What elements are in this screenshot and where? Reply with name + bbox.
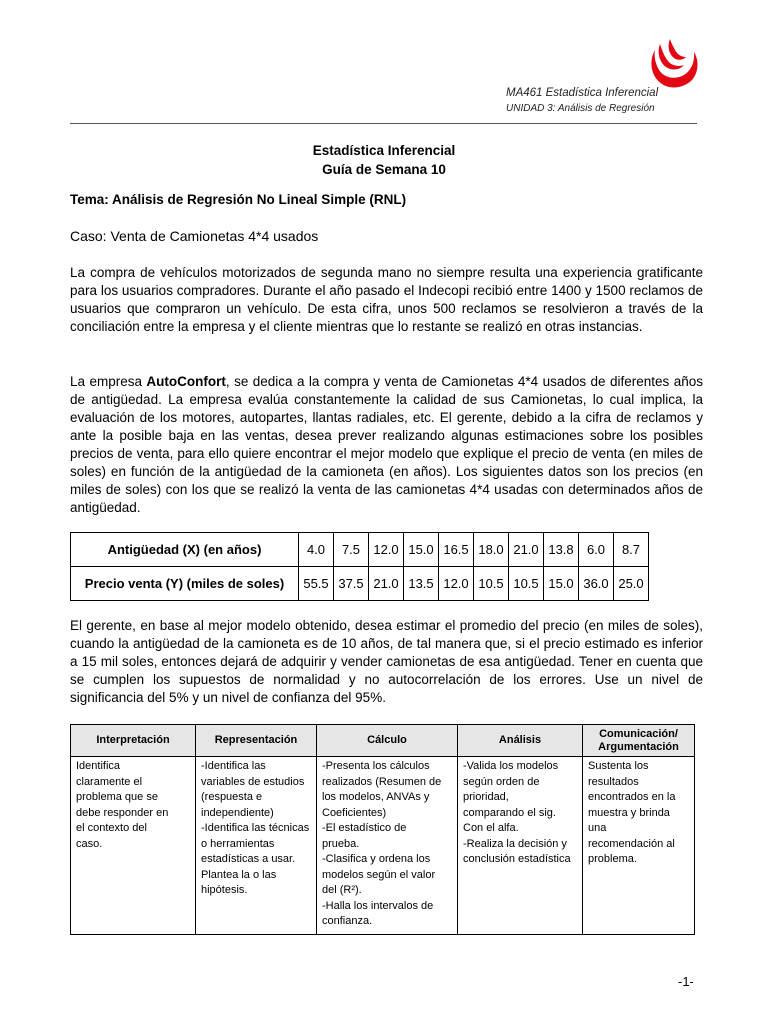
y-value: 10.5 [509, 567, 544, 601]
cell-line: (respuesta e [201, 791, 263, 803]
y-value: 21.0 [369, 567, 404, 601]
cell-line: Coeficientes) [322, 806, 387, 819]
unit-name: UNIDAD 3: Análisis de Regresión [506, 103, 655, 114]
rubric-cell-analisis [458, 757, 583, 935]
cell-line: Sustenta los [588, 760, 649, 772]
cell-line: -Realiza la decisión y [463, 837, 567, 850]
paragraph-question: El gerente, en base al mejor modelo obtenido, desea estimar el promedio del precio (en miles de soles), cuando la antigüedad de la camioneta es de 10 años, de tal manera que, si el precio estimado es inferior a 15 mil soles, entonces dejará de adquirir y vender camionetas de esa antigüedad. Tener en cuenta que se cumplen los supuestos de normalidad y no autocorrelación de los errores. Use un nivel de significancia del 5% y un nivel de confianza del 95%. [70, 618, 703, 705]
cell-line: recomendación al [588, 837, 675, 850]
cell-line: el contexto del [76, 822, 147, 834]
cell-line: -Identifica las técnicas [201, 822, 310, 834]
x-value: 12.0 [369, 533, 404, 567]
university-logo-icon [646, 38, 700, 90]
rubric-header: Representación [196, 725, 317, 757]
cell-line: realizados (Resumen de [322, 775, 442, 788]
y-value: 55.5 [299, 567, 334, 601]
table-row-x [71, 533, 649, 567]
y-label: Precio venta (Y) (miles de soles) [71, 567, 299, 601]
cell-line: resultados [588, 775, 639, 788]
x-value: 4.0 [299, 533, 334, 567]
cell-line: prioridad, [463, 791, 509, 803]
cell-line: problema. [588, 853, 637, 865]
cell-line: -Valida los modelos [463, 760, 559, 772]
x-value: 18.0 [474, 533, 509, 567]
cell-line: del (R²). [322, 884, 362, 896]
cell-line: hipótesis. [201, 884, 248, 896]
paragraph-intro: La compra de vehículos motorizados de segunda mano no siempre resulta una experiencia gratificante para los usuarios compradores. Durante el año pasado el Indecopi recibió entre 1400 y 1500 reclamos de usuarios que compraron un vehículo. De esta cifra, unos 500 reclamos se resolvieron a través de la conciliación entre la empresa y el cliente mientras que lo restante se realizó en otras instancias. [70, 265, 703, 334]
rubric-content-row [71, 757, 695, 935]
company-name: AutoConfort [146, 374, 226, 389]
cell-line: confianza. [322, 915, 373, 927]
title-line-1: Estadística Inferencial [312, 143, 456, 158]
cell-line: -El estadístico de [322, 822, 407, 834]
cell-line: debe responder en [76, 806, 169, 819]
cell-line: comparando el sig. [463, 806, 556, 819]
x-value: 16.5 [439, 533, 474, 567]
cell-line: según orden de [463, 775, 540, 788]
x-value: 21.0 [509, 533, 544, 567]
x-value: 7.5 [334, 533, 369, 567]
x-value: 8.7 [614, 533, 649, 567]
document-title [0, 141, 768, 179]
cell-line: modelos según el valor [322, 868, 436, 881]
topic-heading: Tema: Análisis de Regresión No Lineal Simple (RNL) [70, 192, 407, 207]
header-divider [70, 123, 697, 124]
cell-line: independiente) [201, 806, 274, 819]
paragraph-company-after: , se dedica a la compra y venta de Camionetas 4*4 usados de diferentes años de antigüedad. La empresa evalúa constantemente la calidad de sus Camionetas, lo cual implica, la evaluación de los motores, autopartes, llantas radiales, etc. El gerente, debido a la cifra de reclamos y ante la posible baja en las ventas, desea prever realizando algunas estimaciones sobre los posibles precios de venta, para ello quiere encontrar el mejor modelo que explique el precio de venta (en miles de soles) en función de la antigüedad de la camioneta (en años). Los siguientes datos son los precios (en miles de soles) con los que se realizó la venta de las camionetas 4*4 usadas con determinados años de antigüedad. [70, 374, 703, 515]
course-header [506, 86, 676, 116]
rubric-header-row [71, 725, 695, 757]
rubric-cell-interpretacion [71, 757, 196, 935]
cell-line: problema que se [76, 791, 158, 803]
title-line-2: Guía de Semana 10 [322, 162, 446, 177]
cell-line: conclusión estadística [463, 853, 571, 865]
rubric-table [70, 724, 695, 935]
x-label: Antigüedad (X) (en años) [71, 533, 299, 567]
cell-line: Plantea la o las [201, 868, 277, 881]
x-value: 6.0 [579, 533, 614, 567]
rubric-header: Comunicación/ Argumentación [583, 725, 695, 757]
cell-line: variables de estudios [201, 775, 305, 788]
y-value: 37.5 [334, 567, 369, 601]
cell-line: estadísticas a usar. [201, 853, 296, 865]
y-value: 25.0 [614, 567, 649, 601]
rubric-header: Análisis [458, 725, 583, 757]
cell-line: una [588, 822, 607, 834]
cell-line: muestra y brinda [588, 806, 670, 819]
case-heading: Caso: Venta de Camionetas 4*4 usados [70, 228, 319, 244]
y-value: 12.0 [439, 567, 474, 601]
course-name: MA461 Estadística Inferencial [506, 87, 659, 99]
rubric-cell-comunicacion [583, 757, 695, 935]
y-value: 36.0 [579, 567, 614, 601]
x-value: 13.8 [544, 533, 579, 567]
cell-line: prueba. [322, 837, 360, 850]
page-number: -1- [678, 974, 694, 989]
cell-line: encontrados en la [588, 791, 676, 803]
cell-line: -Identifica las [201, 760, 266, 772]
cell-line: -Halla los intervalos de [322, 899, 434, 912]
y-value: 15.0 [544, 567, 579, 601]
y-value: 10.5 [474, 567, 509, 601]
cell-line: caso. [76, 837, 103, 850]
x-value: 15.0 [404, 533, 439, 567]
paragraph-company [70, 373, 703, 517]
paragraph-company-before: La empresa [70, 374, 147, 389]
cell-line: Con el alfa. [463, 822, 519, 834]
rubric-header: Interpretación [71, 725, 196, 757]
y-value: 13.5 [404, 567, 439, 601]
cell-line: -Presenta los cálculos [322, 760, 430, 772]
rubric-cell-calculo [317, 757, 458, 935]
data-table [70, 532, 649, 601]
rubric-cell-representacion [196, 757, 317, 935]
cell-line: claramente el [76, 775, 143, 788]
cell-line: -Clasifica y ordena los [322, 853, 431, 865]
cell-line: Identifica [76, 760, 121, 772]
rubric-header: Cálculo [317, 725, 458, 757]
table-row-y [71, 567, 649, 601]
cell-line: o herramientas [201, 837, 275, 850]
cell-line: los modelos, ANVAs y [322, 791, 430, 803]
